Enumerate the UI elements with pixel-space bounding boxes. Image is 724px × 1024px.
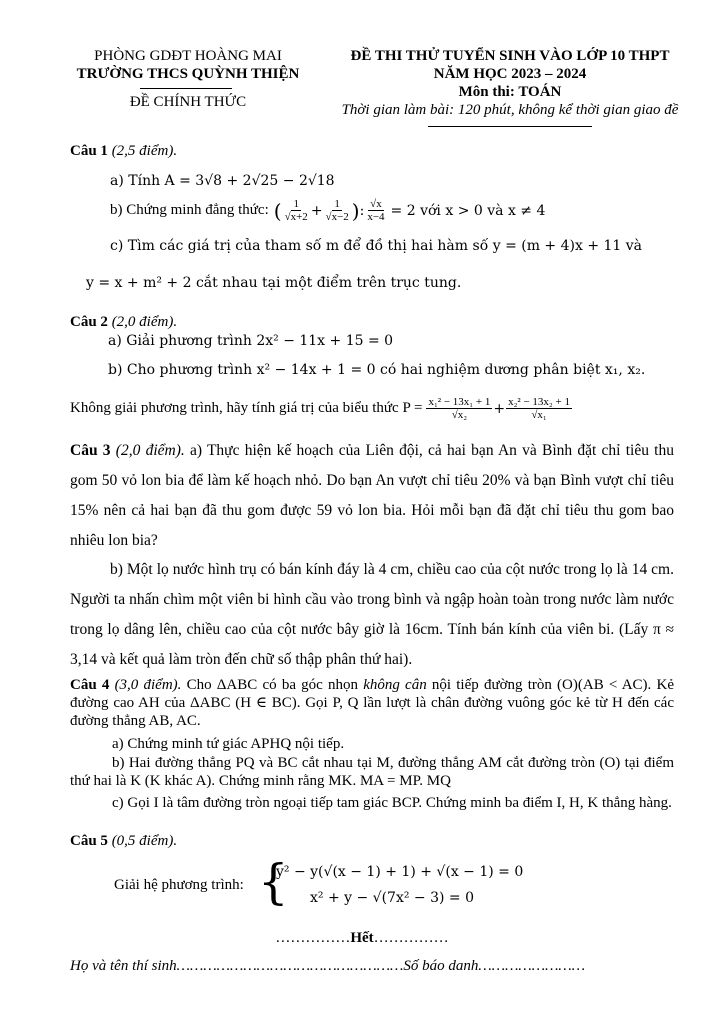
- q2-part-b-line1: b) Cho phương trình x² − 14x + 1 = 0 có hai nghiệm dương phân biệt x₁, x₂.: [108, 362, 646, 378]
- q3-part-a: [70, 436, 674, 556]
- header-right-divider: [428, 126, 592, 127]
- q2-p-frac1: $\frac{\text{x₁² − 13x₁ + 1}}{\text{√x₂}}$: [428, 396, 491, 421]
- q3-a-text: a) Thực hiện kế hoạch của Liên đội, cả hai bạn An và Bình đặt chỉ tiêu thu gom 50 vỏ lon bia để làm kế hoạch nhỏ. Do bạn An vượt chỉ tiêu 20% và bạn Bình vượt chỉ tiêu 15% nên cả hai bạn đã thu gom được 59 vỏ lon bia. Hỏi mỗi bạn đã đặt chỉ tiêu thu gom bao nhiêu lon bia?: [70, 442, 674, 549]
- end-marker: ……………Hết……………: [275, 930, 449, 946]
- header-right-line4: Thời gian làm bài: 120 phút, không kể thời gian giao đề: [341, 102, 679, 118]
- q1-b-frac2: $\frac{1}{√x-2}$: [325, 198, 349, 223]
- q1-heading: [70, 143, 177, 160]
- header-right-line2: NĂM HỌC 2023 – 2024: [433, 66, 587, 82]
- q5-points: (0,5 điểm).: [107, 833, 178, 849]
- end-word: Hết: [350, 930, 374, 946]
- q4-title: Câu 4: [70, 677, 110, 693]
- q1-b-frac1: $\frac{1}{√x+2}$: [284, 198, 308, 223]
- q5-heading: [70, 833, 177, 850]
- q4-part-b: b) Hai đường thẳng PQ và BC cắt nhau tại M, đường thẳng AM cắt đường tròn (O) tại điểm thứ hai là K (K khác A). Chứng minh rằng MK. MA = MP. MQ: [70, 755, 674, 789]
- q1-part-c-line1: c) Tìm các giá trị của tham số m để đồ thị hai hàm số y = (m + 4)x + 11 và: [110, 238, 643, 254]
- q4-intro: Câu 4 (3,0 điểm). Cho ΔABC có ba góc nhọn không cân nội tiếp đường tròn (O)(AB < AC). Kẻ đường cao AH của ΔABC (H ∈ BC). Gọi P, Q lần lượt là chân đường vuông góc kẻ từ H đến các đường thẳng AB, AC.: [70, 677, 674, 729]
- q1-part-c-line2: y = x + m² + 2 cắt nhau tại một điểm trên trục tung.: [86, 275, 462, 291]
- q2-p-frac2: $\frac{\text{x₂² − 13x₂ + 1}}{\text{√x₁}}$: [508, 396, 570, 421]
- q5-system-brace: {: [258, 854, 289, 910]
- q1-part-a: a) Tính A = 3√8 + 2√25 − 2√18: [110, 173, 335, 189]
- header-right-line3: Môn thi: TOÁN: [458, 84, 562, 100]
- q2-heading: [70, 314, 177, 331]
- q3-points: (2,0 điểm).: [110, 442, 185, 459]
- q2-part-a: a) Giải phương trình 2x² − 11x + 15 = 0: [108, 333, 394, 349]
- q5-eq1: y² − y(√(x − 1) + 1) + √(x − 1) = 0: [276, 864, 524, 880]
- q4-part-a: a) Chứng minh tứ giác APHQ nội tiếp.: [112, 736, 345, 752]
- q1-title: Câu 1: [70, 143, 108, 159]
- header-left-divider: [140, 88, 232, 89]
- header-left-line1: PHÒNG GDĐT HOÀNG MAI: [94, 48, 282, 64]
- q1-part-b: b) Chứng minh đẳng thức: ( $\frac{1}{√x+2}$ + $\frac{1}{√x-2}$ ) : $\frac{√x}{x-4}$ = 2 với x > 0 và x ≠ 4: [110, 198, 546, 223]
- q2-part-b-line2: Không giải phương trình, hãy tính giá trị của biểu thức P = $\frac{\text{x₁² − 13x₁ + 1}}{\text{√x₂}}$ + $\frac{\text{x₂² − 13x₂ + 1}}{\text{√x₁}}$: [70, 396, 570, 421]
- q2-points: (2,0 điểm).: [107, 314, 178, 330]
- q1-b-prefix: b) Chứng minh đẳng thức:: [110, 202, 269, 218]
- candidate-info-line: Họ và tên thí sinh……………………………………………Số báo danh……………………: [70, 958, 586, 974]
- header-right-line1: ĐỀ THI THỬ TUYỂN SINH VÀO LỚP 10 THPT: [350, 48, 670, 64]
- header-left-line3: ĐỀ CHÍNH THỨC: [129, 94, 247, 110]
- header-left-line2: TRƯỜNG THCS QUỲNH THIỆN: [76, 66, 300, 82]
- q5-eq2: x² + y − √(7x² − 3) = 0: [310, 890, 475, 906]
- q1-b-suffix: = 2 với x > 0 và x ≠ 4: [390, 202, 546, 219]
- q4-part-c: c) Gọi I là tâm đường tròn ngoại tiếp tam giác BCP. Chứng minh ba điểm I, H, K thẳng hàng.: [112, 795, 672, 811]
- q5-title: Câu 5: [70, 833, 108, 849]
- q2-title: Câu 2: [70, 314, 108, 330]
- q1-points: (2,5 điểm).: [107, 143, 178, 159]
- q4-points: (3,0 điểm).: [109, 677, 182, 693]
- q3-title: Câu 3: [70, 442, 111, 459]
- q1-b-frac3: $\frac{√x}{x-4}$: [367, 198, 385, 223]
- q2-b-line2-prefix: Không giải phương trình, hãy tính giá trị của biểu thức P =: [70, 400, 423, 416]
- q5-prefix: Giải hệ phương trình:: [114, 877, 244, 893]
- q3-part-b: b) Một lọ nước hình trụ có bán kính đáy là 4 cm, chiều cao của cột nước trong lọ là 14 cm. Người ta nhấn chìm một viên bi hình cầu vào trong bình và ngập hoàn toàn trong nước làm nước trong lọ dâng lên, chiều cao của cột nước bây giờ là 16cm. Tính bán kính của viên bi. (Lấy π ≈ 3,14 và kết quả làm tròn đến chữ số thập phân thứ hai).: [70, 561, 674, 668]
